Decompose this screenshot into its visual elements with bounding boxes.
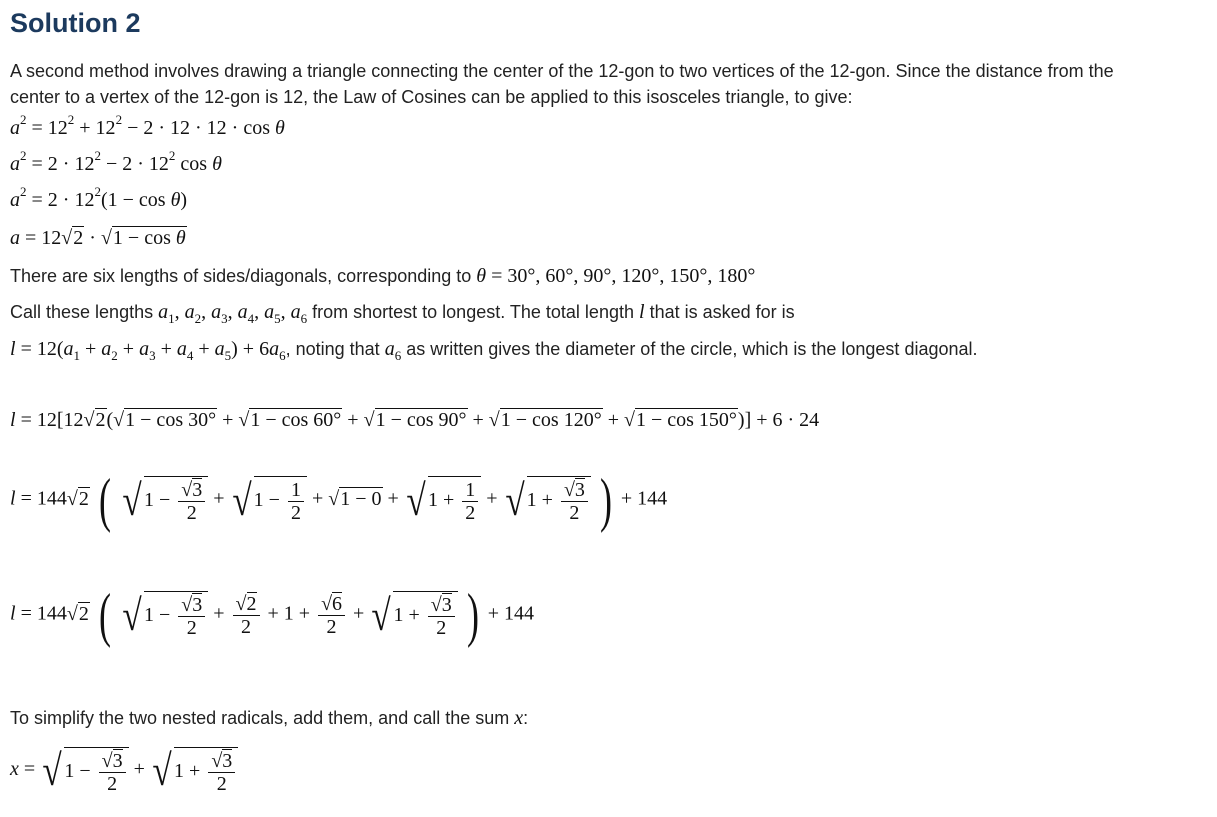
intro-line-2: center to a vertex of the 12-gon is 12, the Law of Cosines can be applied to this isosceles triangle, to give: (10, 87, 853, 107)
equation-law-of-cosines: $a^2 = 12^2 + 12^2 - 2 \cdot 12 \cdot 12 \cdot \cos \theta$ (10, 112, 285, 139)
six-lengths-paragraph (10, 263, 755, 289)
noting-text-a: , noting that (285, 339, 380, 359)
equation-sum-cosines: l = 12[12√2(√1 − cos 30° + √1 − cos 60° + √1 − cos 90° + √1 − cos 120° + √1 − cos 150°)] + 6 · 24 (10, 409, 820, 431)
solution-heading: Solution 2 (10, 8, 141, 38)
intro-paragraph (10, 58, 1114, 110)
intro-line-1: A second method involves drawing a triangle connecting the center of the 12-gon to two vertices of the 12-gon. Since the distance from the (10, 61, 1114, 81)
total-length-paragraph (10, 336, 978, 362)
equation-step-4: a = 12√2 · √1 − cos θ (10, 227, 186, 249)
call-text-c: that is asked for is (649, 302, 795, 322)
l-symbol: l (639, 301, 645, 323)
noting-text-b: as written gives the diameter of the circle, which is the longest diagonal. (406, 339, 978, 359)
tail-144-a: + 144 (620, 487, 668, 510)
tail-6-24: )] + 6 · 24 (737, 409, 820, 431)
simplify-text: To simplify the two nested radicals, add them, and call the sum (10, 708, 510, 728)
call-lengths-paragraph (10, 299, 795, 325)
lengths-symbols: $a_1$, $a_2$, $a_3$, $a_4$, $a_5$, $a_6$ (158, 301, 308, 326)
theta-values: θ = 30°, 60°, 90°, 120°, 150°, 180° (476, 265, 756, 287)
equation-step-3: $a^2 = 2 \cdot 12^2(1 - \cos \theta)$ (10, 184, 188, 211)
simplify-paragraph: To simplify the two nested radicals, add them, and call the sum x: (10, 707, 529, 729)
call-text-b: from shortest to longest. The total length (312, 302, 634, 322)
six-lengths-text: There are six lengths of sides/diagonals, corresponding to (10, 266, 472, 286)
x-symbol: x (514, 707, 524, 729)
equation-evaluated: l = 144√2 ( √ 1 − $\frac{√3}{2}$ + √ 1 − $\frac{1}{2}$ + √1 − 0 + √ 1 + $\frac{1}{2}$ + √ 1 + $\frac{√3}{2}$ ) + 144 (10, 467, 668, 533)
equation-simplified: l = 144√2 ( √ 1 − $\frac{√3}{2}$ + $\frac{√2}{2}$ + 1 + $\frac{√6}{2}$ + √ 1 + $\frac{√3}{2}$ ) + 144 (10, 582, 535, 648)
total-length-formula: $l = 12(a_1 + a_2 + a_3 + a_4 + a_5) + 6a_6$ (10, 338, 286, 363)
equation-x-sum: x = √ 1 − $\frac{√3}{2}$ + √ 1 + $\frac{√3}{2}$ (10, 745, 238, 796)
tail-144-b: + 144 (487, 602, 535, 625)
equation-step-2: $a^2 = 2 \cdot 12^2 - 2 \cdot 12^2$ cos θ (10, 148, 222, 175)
call-text-a: Call these lengths (10, 302, 154, 322)
a6-symbol: $a_6$ (384, 338, 402, 363)
